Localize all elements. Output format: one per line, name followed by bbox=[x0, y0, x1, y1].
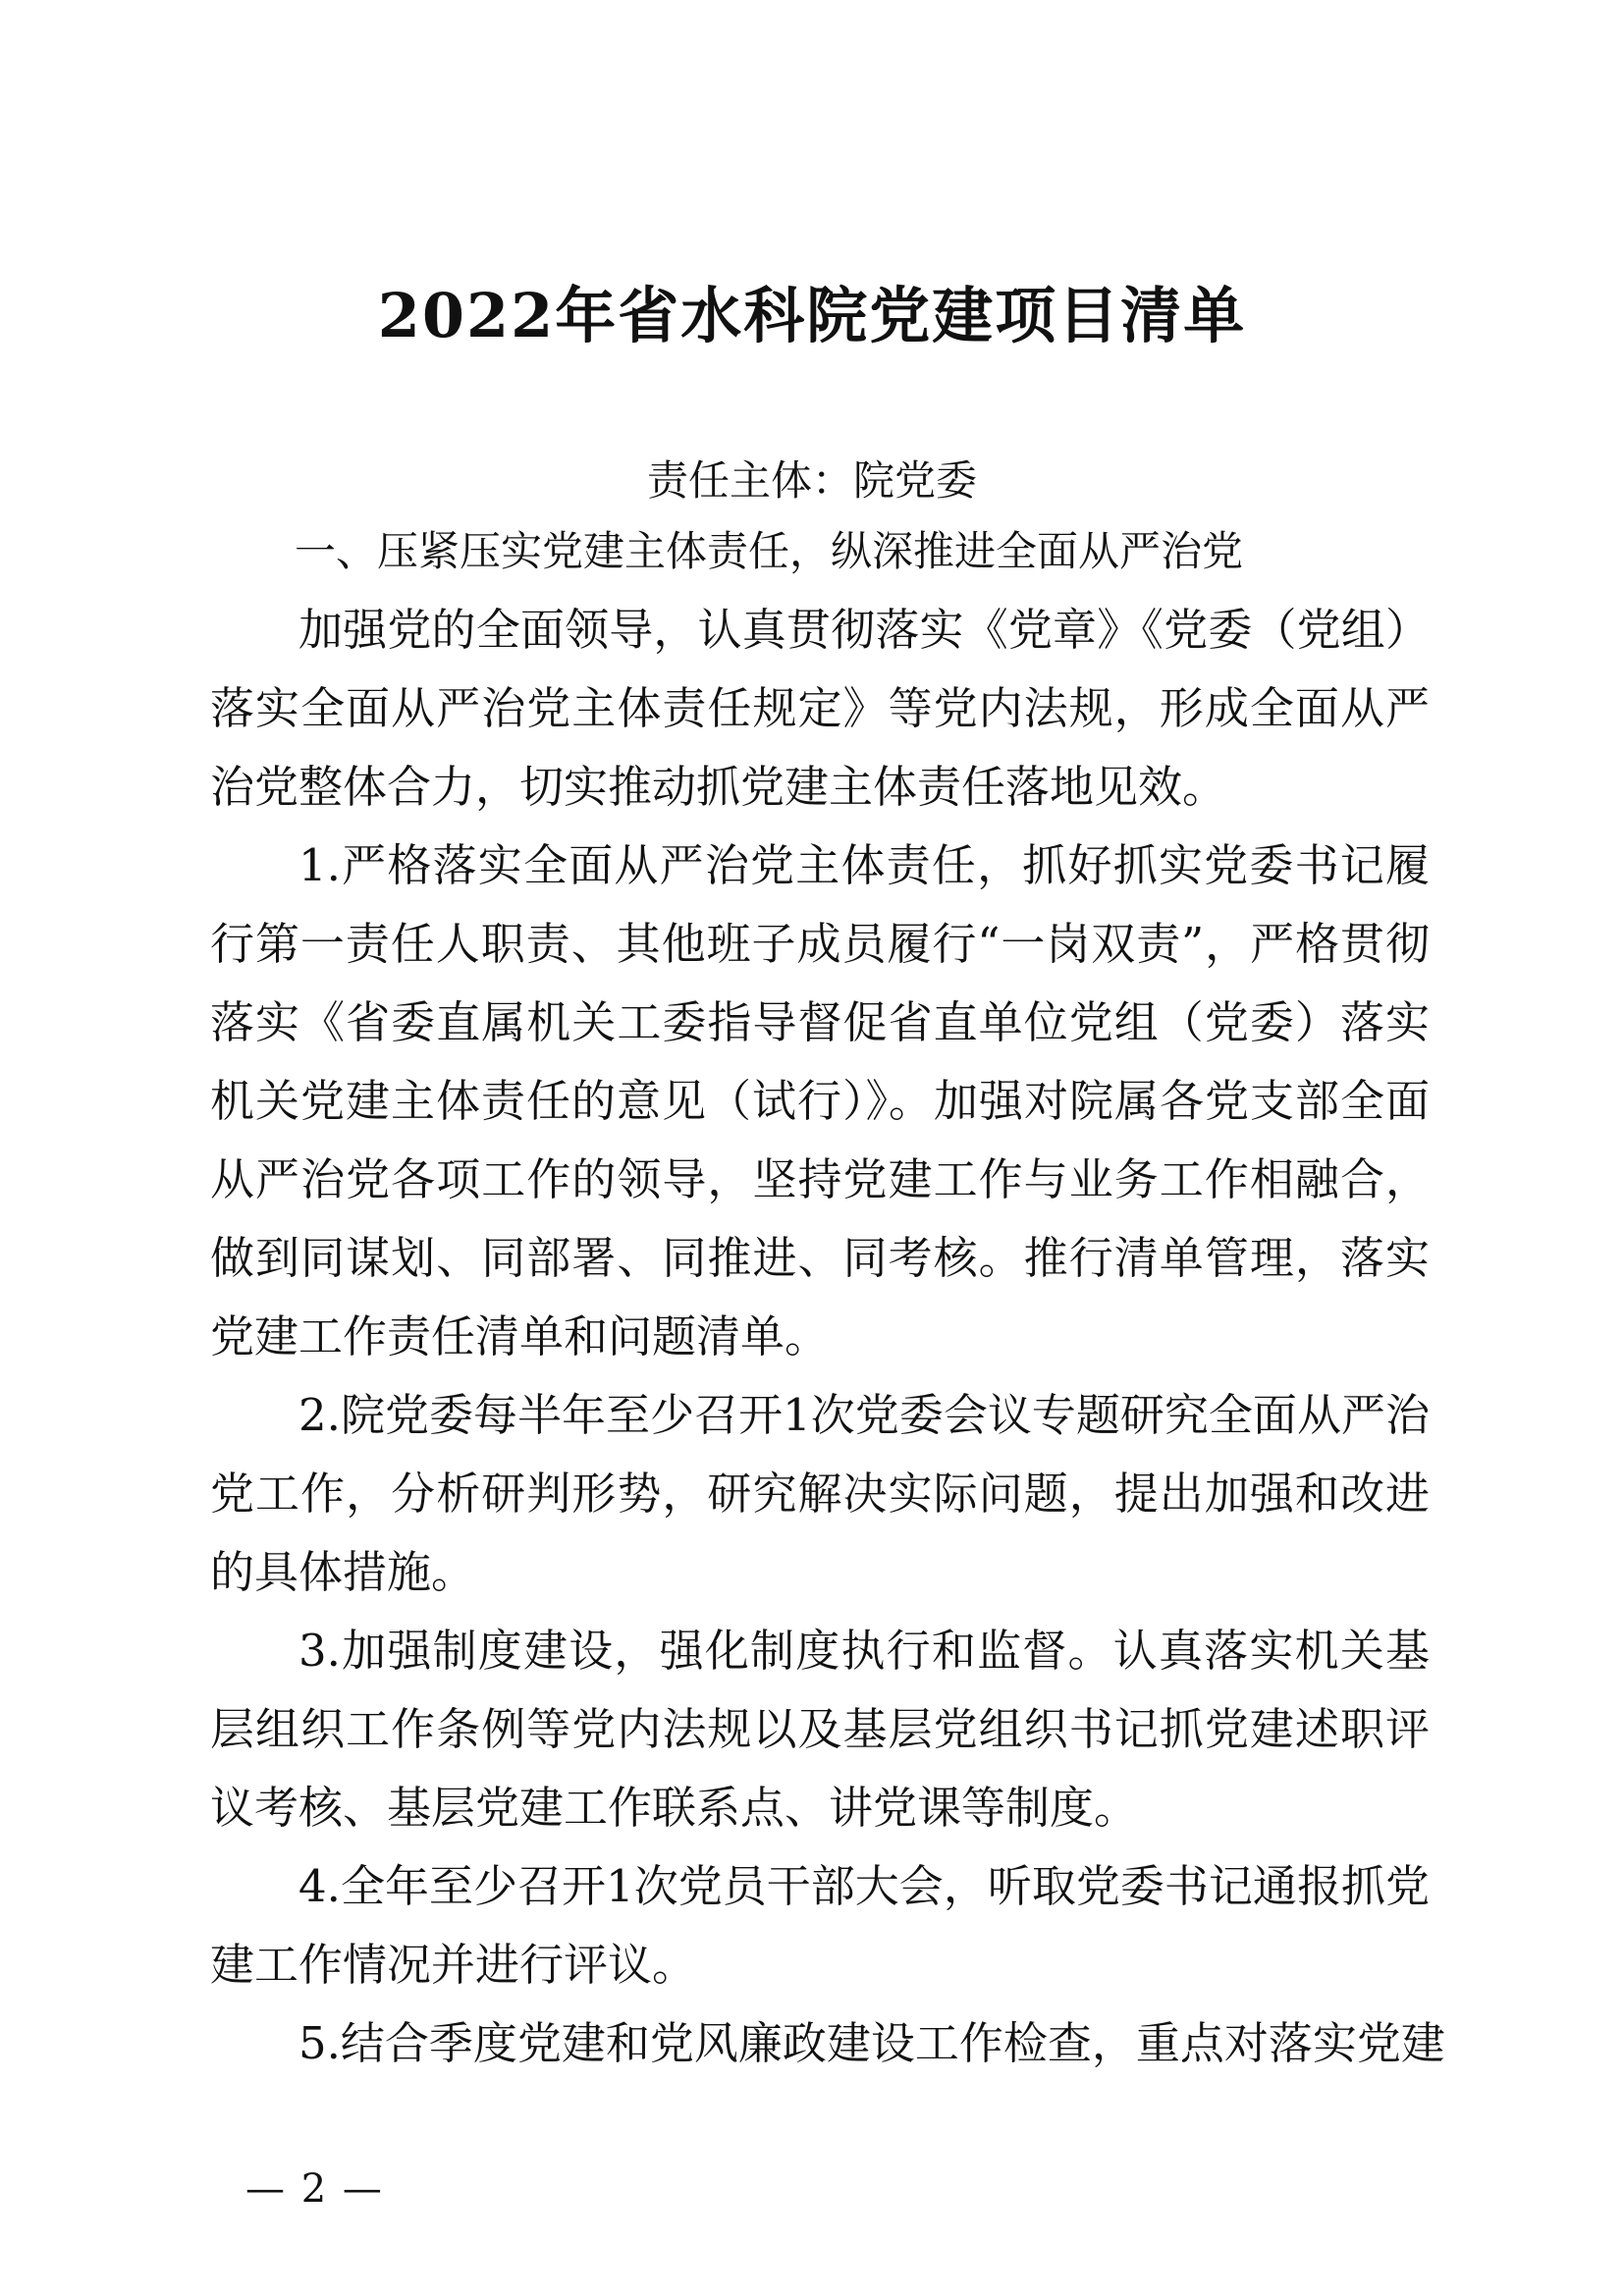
item-1-paragraph: 1.严格落实全面从严治党主体责任，抓好抓实党委书记履行第一责任人职责、其他班子成员履行“一岗双责”，严格贯彻落实《省委直属机关工委指导督促省直单位党组（党委）落实机关党建主体责任的意见（试行）》。加强对院属各党支部全面从严治党各项工作的领导，坚持党建工作与业务工作相融合，做到同谋划、同部署、同推进、同考核。推行清单管理，落实党建工作责任清单和问题清单。 bbox=[210, 839, 1430, 1362]
page-number: — 2 — bbox=[245, 2166, 384, 2212]
intro-paragraph: 加强党的全面领导，认真贯彻落实《党章》《党委（党组）落实全面从严治党主体责任规定》等党内法规，形成全面从严治党整体合力，切实推动抓党建主体责任落地见效。 bbox=[210, 604, 1430, 813]
responsible-subject: 责任主体：院党委 bbox=[646, 456, 977, 505]
section-heading: 一、压紧压实党建主体责任，纵深推进全面从严治党 bbox=[295, 527, 1244, 575]
item-2-paragraph: 2.院党委每半年至少召开1次党委会议专题研究全面从严治党工作，分析研判形势，研究解决实际问题，提出加强和改进的具体措施。 bbox=[210, 1389, 1430, 1598]
item-3-paragraph: 3.加强制度建设，强化制度执行和监督。认真落实机关基层组织工作条例等党内法规以及基层党组织书记抓党建述职评议考核、基层党建工作联系点、讲党课等制度。 bbox=[210, 1625, 1430, 1834]
item-5-paragraph: 5.结合季度党建和党风廉政建设工作检查，重点对落实党建 bbox=[298, 2017, 1445, 2069]
document-title: 2022年省水科院党建项目清单 bbox=[377, 280, 1247, 351]
item-4-paragraph: 4.全年至少召开1次党员干部大会，听取党委书记通报抓党建工作情况并进行评议。 bbox=[210, 1860, 1430, 1991]
